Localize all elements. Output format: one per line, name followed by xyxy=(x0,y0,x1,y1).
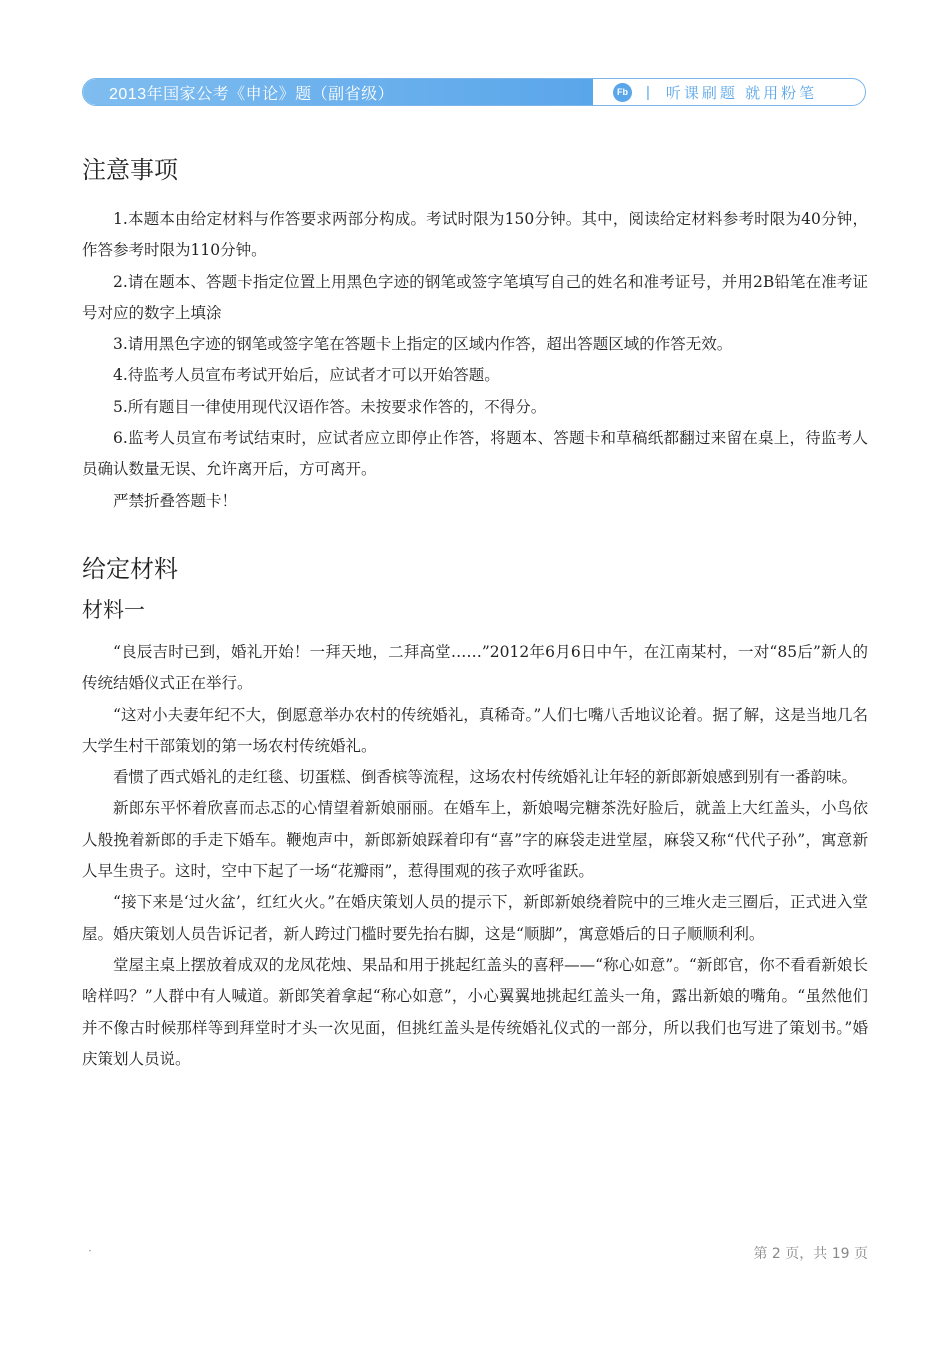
notes-list xyxy=(82,204,868,517)
page-header xyxy=(82,78,866,106)
material-paragraph: 堂屋主桌上摆放着成双的龙凤花烛、果品和用于挑起红盖头的喜秤——“称心如意”。“新郎官，你不看看新娘长啥样吗？”人群中有人喊道。新郎笑着拿起“称心如意”，小心翼翼地挑起红盖头一角，露出新娘的嘴角。“虽然他们并不像古时候那样等到拜堂时才头一次见面，但挑红盖头是传统婚礼仪式的一部分，所以我们也写进了策划书。”婚庆策划人员说。 xyxy=(82,955,868,1068)
note-warning: 严禁折叠答题卡！ xyxy=(113,491,238,510)
note-paragraph: 5.所有题目一律使用现代汉语作答。未按要求作答的，不得分。 xyxy=(113,397,547,416)
note-paragraph: 2.请在题本、答题卡指定位置上用黑色字迹的钢笔或签字笔填写自己的姓名和准考证号，并用2B铅笔在准考证号对应的数字上填涂 xyxy=(82,272,868,322)
note-paragraph: 3.请用黑色字迹的钢笔或签字笔在答题卡上指定的区域内作答，超出答题区域的作答无效。 xyxy=(113,335,733,354)
fenbi-logo-icon: Fb xyxy=(613,83,632,102)
brand-slogan: 听课刷题 就用粉笔 xyxy=(665,84,818,102)
notes-heading: 注意事项 xyxy=(82,156,178,184)
page-number: 第 2 页，共 19 页 xyxy=(753,1246,868,1262)
material-paragraph: “接下来是‘过火盆’，红红火火。”在婚庆策划人员的提示下，新郎新娘绕着院中的三堆火走三圈后，正式进入堂屋。婚庆策划人员告诉记者，新人跨过门槛时要先抬右脚，这是“顺脚”，寓意婚后的日子顺顺利利。 xyxy=(82,893,868,943)
material-paragraph: 新郎东平怀着欣喜而忐忑的心情望着新娘丽丽。在婚车上，新娘喝完糖茶洗好脸后，就盖上大红盖头，小鸟依人般挽着新郎的手走下婚车。鞭炮声中，新郎新娘踩着印有“喜”字的麻袋走进堂屋，麻袋又称“代代子孙”，寓意新人早生贵子。这时，空中下起了一场“花瓣雨”，惹得围观的孩子欢呼雀跃。 xyxy=(82,799,868,881)
header-separator: | xyxy=(646,83,650,101)
page-content xyxy=(82,148,868,1075)
materials-heading: 给定材料 xyxy=(82,554,178,583)
brand-slogan-area xyxy=(593,79,865,105)
material-one-heading: 材料一 xyxy=(82,597,145,622)
material-paragraph: 看惯了西式婚礼的走红毯、切蛋糕、倒香槟等流程，这场农村传统婚礼让年轻的新郎新娘感到别有一番韵味。 xyxy=(113,768,858,787)
footer-dot: · xyxy=(88,1244,92,1258)
material-paragraph: “良辰吉时已到，婚礼开始！一拜天地，二拜高堂……”2012年6月6日中午，在江南某村，一对“85后”新人的传统结婚仪式正在举行。 xyxy=(82,642,868,693)
note-paragraph: 6.监考人员宣布考试结束时，应试者应立即停止作答，将题本、答题卡和草稿纸都翻过来留在桌上，待监考人员确认数量无误、允许离开后，方可离开。 xyxy=(82,429,868,479)
note-paragraph: 1.本题本由给定材料与作答要求两部分构成。考试时限为150分钟。其中，阅读给定材料参考时限为40分钟，作答参考时限为110分钟。 xyxy=(82,210,868,260)
material-one-body xyxy=(82,637,868,1075)
material-paragraph: “这对小夫妻年纪不大，倒愿意举办农村的传统婚礼，真稀奇。”人们七嘴八舌地议论着。据了解，这是当地几名大学生村干部策划的第一场农村传统婚礼。 xyxy=(82,705,868,755)
note-paragraph: 4.待监考人员宣布考试开始后，应试者才可以开始答题。 xyxy=(113,366,500,385)
document-title: 2013年国家公考《申论》题（副省级） xyxy=(83,79,593,105)
